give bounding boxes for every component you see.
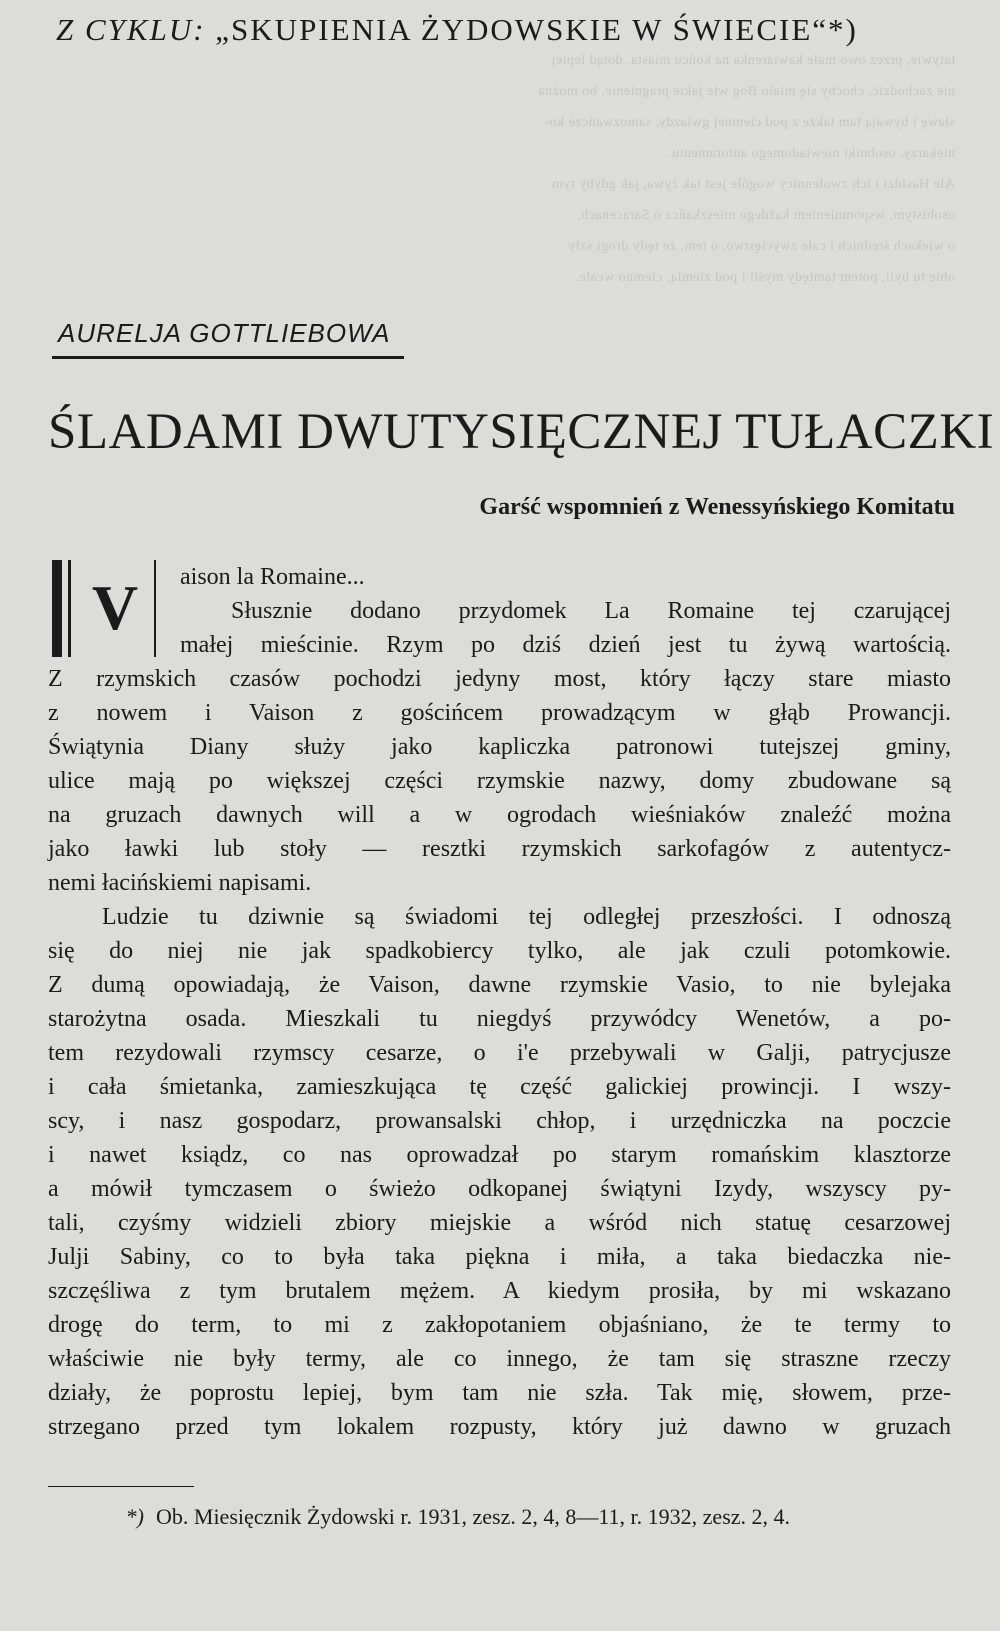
drop-cap-frame bbox=[52, 560, 152, 657]
body-line: drogę do term, to mi z zakłopotaniem objaśniano, że te termy to bbox=[48, 1312, 951, 1338]
series-name: „SKUPIENIA ŻYDOWSKIE W ŚWIECIE“*) bbox=[215, 12, 858, 47]
series-lead: Z CYKLU: bbox=[56, 12, 206, 47]
body-line: jako ławki lub stoły — resztki rzymskich sarkofagów z autentycz- bbox=[48, 836, 951, 862]
body-line: Ludzie tu dziwnie są świadomi tej odległej przeszłości. I odnoszą bbox=[102, 904, 951, 930]
body-line: małej mieścinie. Rzym po dziś dzień jest tu żywą wartością. bbox=[180, 632, 951, 658]
author-name: AURELJA GOTTLIEBOWA bbox=[58, 318, 391, 348]
bleed-line: obie tu byli, potem tamtędy myśli i pod ziemią, ciemno wcale. bbox=[574, 270, 955, 285]
footnote-rule bbox=[48, 1486, 194, 1487]
body-line: Z dumą opowiadają, że Vaison, dawne rzymskie Vasio, to nie bylejaka bbox=[48, 972, 951, 998]
body-line: działy, że poprostu lepiej, bym tam nie szła. Tak mię, słowem, prze- bbox=[48, 1380, 951, 1406]
article-title: ŚLADAMI DWUTYSIĘCZNEJ TUŁACZKI bbox=[48, 404, 995, 460]
body-line: Julji Sabiny, co to była taka piękna i miła, a taka biedaczka nie- bbox=[48, 1244, 951, 1270]
bleed-line: sławę i bywają tam także z pod ciemnej gwiazdy, samozwańcze ko- bbox=[543, 115, 955, 130]
bleed-line: o wiekach średnich i całe zwycięstwo, o tem, że tędy drogi szły bbox=[567, 239, 955, 254]
bleed-line: niekarzy, osobniki niewiadomego autoramentu. bbox=[667, 146, 955, 161]
bleed-line: tatywie, przez owo małe kawiarenka na końcu miasta, dotąd lepiej bbox=[550, 53, 955, 68]
footnote bbox=[48, 1500, 951, 1534]
body-line: na gruzach dawnych will a w ogrodach wieśniaków znaleźć można bbox=[48, 802, 951, 828]
footnote-text: Ob. Miesięcznik Żydowski r. 1931, zesz. 2, 4, 8—11, r. 1932, zesz. 2, 4. bbox=[156, 1504, 791, 1529]
body-line: Świątynia Diany służy jako kapliczka patronowi tutejszej gminy, bbox=[48, 734, 951, 760]
body-line: i cała śmietanka, zamieszkująca tę część galickiej prowincji. I wszy- bbox=[48, 1074, 951, 1100]
body-line: z nowem i Vaison z gościńcem prowadzącym w głąb Prowancji. bbox=[48, 700, 951, 726]
body-line: i nawet ksiądz, co nas oprowadzał po starym romańskim klasztorze bbox=[48, 1142, 951, 1168]
article-subtitle: Garść wspomnień z Wenessyńskiego Komitatu bbox=[479, 494, 955, 520]
body-line: ulice mają po większej części rzymskie nazwy, domy zbudowane są bbox=[48, 768, 951, 794]
body-line: szczęśliwa z tym brutalem mężem. A kiedym prosiła, by mi wskazano bbox=[48, 1278, 951, 1304]
body-line: a mówił tymczasem o świeżo odkopanej świątyni Izydy, wszyscy py- bbox=[48, 1176, 951, 1202]
body-line: tali, czyśmy widzieli zbiory miejskie a wśród nich statuę cesarzowej bbox=[48, 1210, 951, 1236]
body-line: Słusznie dodano przydomek La Romaine tej czarującej bbox=[231, 598, 951, 624]
body-line: Z rzymskich czasów pochodzi jedyny most, który łączy stare miasto bbox=[48, 666, 951, 692]
body-line: nemi łacińskiemi napisami. bbox=[48, 870, 312, 896]
body-line: tem rezydowali rzymscy cesarze, o i'e przebywali w Galji, patrycjusze bbox=[48, 1040, 951, 1066]
series-header bbox=[56, 10, 976, 50]
author-underline bbox=[52, 356, 404, 359]
body-line: właściwie nie były termy, ale co innego, że tam się straszne rzeczy bbox=[48, 1346, 951, 1372]
footnote-mark: *) bbox=[125, 1504, 144, 1529]
body-line: aison la Romaine... bbox=[180, 564, 365, 590]
body-line: się do niej nie jak spadkobiercy tylko, ale jak czuli potomkowie. bbox=[48, 938, 951, 964]
bleed-line: nie zachodzić, choćby się miało Bog wie jakie pragnienie, bo można bbox=[537, 84, 955, 99]
body-line: scy, i nasz gospodarz, prowansalski chłop, i urzędniczka na poczcie bbox=[48, 1108, 951, 1134]
bleed-line: Ale Hasidzi i ich zwolennicy wogóle jest tak żywa, jak gdyby tym bbox=[551, 177, 955, 192]
drop-cap-letter: V bbox=[91, 572, 139, 643]
body-line: strzegano przed tym lokalem rozpusty, który już dawno w gruzach bbox=[48, 1414, 951, 1440]
bleed-line: osobistym, wspomnieniem każdego mieszkańca o Saracenach, bbox=[576, 208, 955, 223]
body-line: starożytna osada. Mieszkali tu niegdyś przywódcy Wenetów, a po- bbox=[48, 1006, 951, 1032]
